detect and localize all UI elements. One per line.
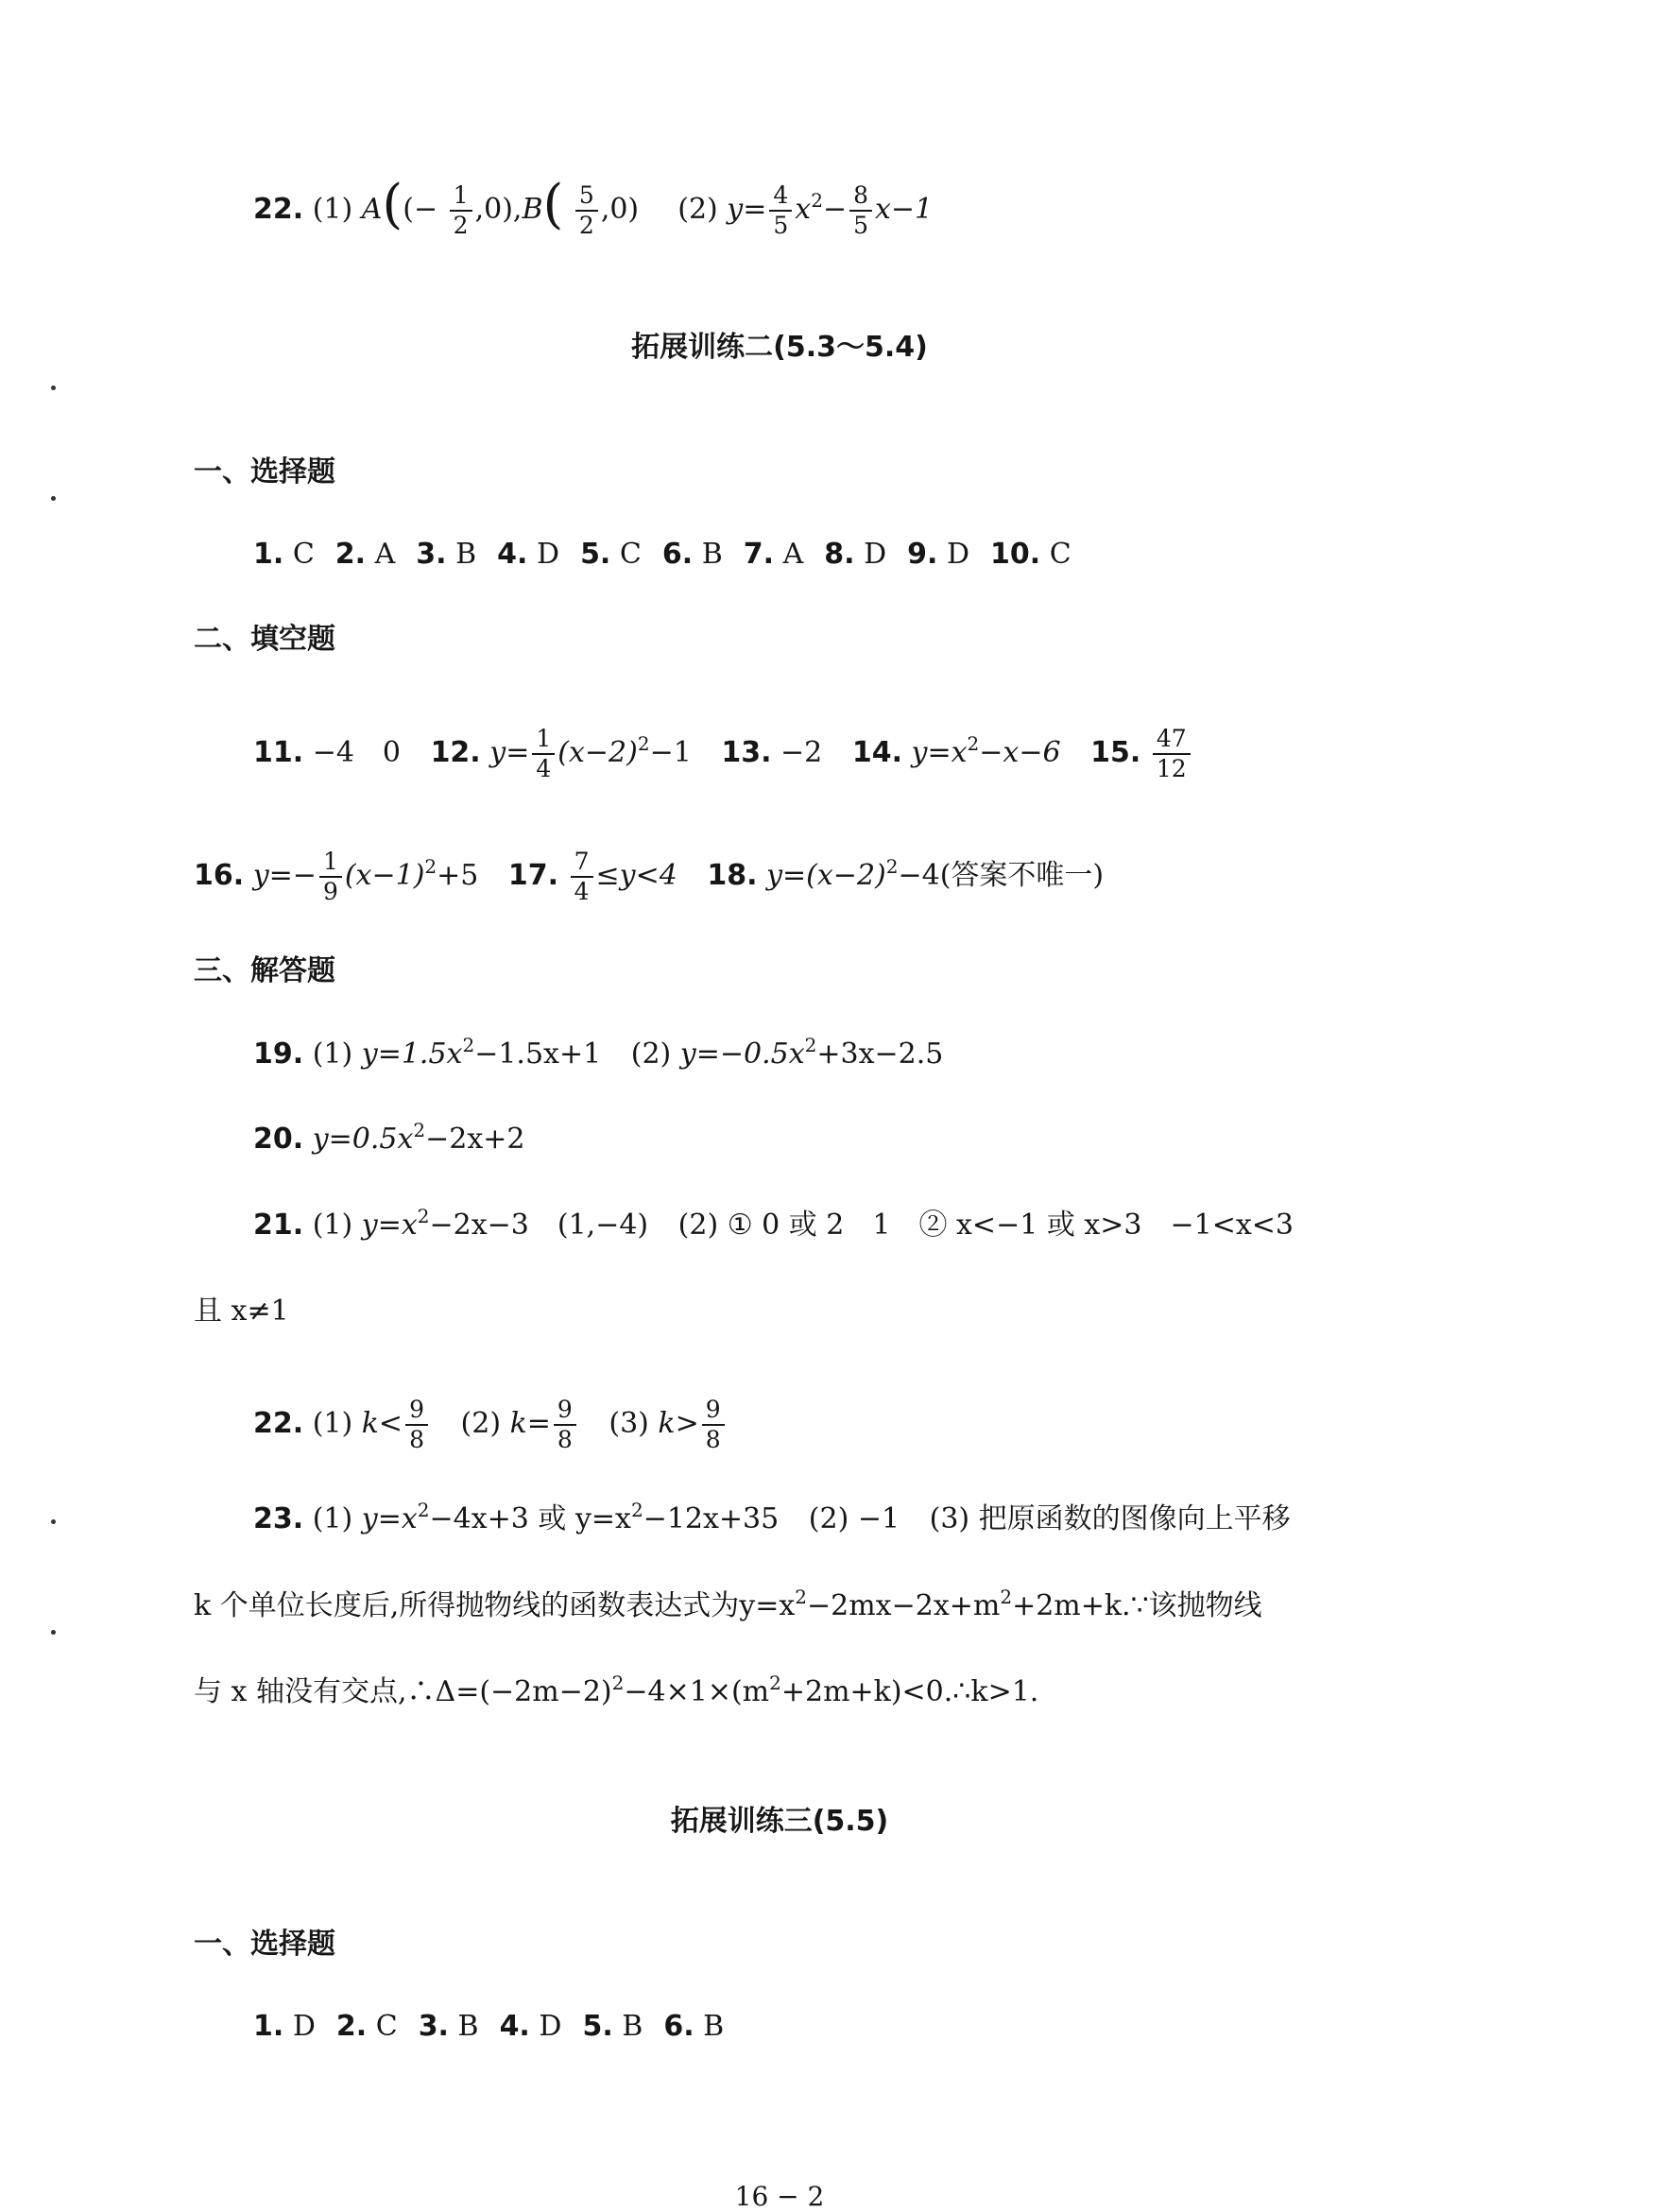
fraction: $\frac{4}{5}$ — [769, 181, 792, 240]
separator: , — [512, 193, 523, 226]
answer: C — [292, 538, 315, 571]
mc-item — [990, 538, 1072, 571]
term: −2x+2 — [425, 1123, 525, 1156]
heading-choice: 一、选择题 — [194, 455, 335, 489]
mc-item — [907, 538, 969, 571]
term: −x−6 — [979, 736, 1061, 769]
mc-item — [663, 2010, 724, 2043]
question-number: 9. — [907, 538, 938, 571]
term: y=0.5x — [312, 1123, 414, 1156]
answer: B — [457, 2010, 479, 2043]
term: ≤y<4 — [595, 859, 677, 892]
question-number: 17. — [507, 859, 559, 892]
question-number: 14. — [851, 736, 902, 769]
answer: D — [537, 538, 560, 571]
question-number: 20. — [253, 1123, 304, 1156]
term: y=x — [911, 736, 968, 769]
point-a: A — [361, 193, 383, 226]
mc-item — [824, 538, 886, 571]
part-label: (2) — [460, 1407, 502, 1440]
term: −4(答案不唯一) — [898, 859, 1105, 892]
part-label: (1) — [312, 1209, 353, 1242]
mc-answers — [253, 2008, 724, 2046]
answer: A — [374, 538, 396, 571]
fraction: $\frac{9}{8}$ — [405, 1396, 428, 1454]
fraction: $\frac{5}{2}$ — [575, 181, 598, 240]
mc-item — [416, 538, 476, 571]
equation-lhs: y=− — [252, 859, 317, 892]
mc-item — [419, 2010, 479, 2043]
term: 把原函数的图像向上平移 — [978, 1502, 1291, 1535]
term: −2mx−2x+m — [807, 1589, 1001, 1622]
question-number: 18. — [707, 859, 758, 892]
question-number: 15. — [1090, 736, 1141, 769]
coord-rest: ,0) — [600, 193, 640, 226]
point-b: B — [522, 193, 543, 226]
paren-open: ( — [382, 174, 403, 235]
term: +3x−2.5 — [816, 1037, 944, 1071]
answer: D — [539, 2010, 562, 2043]
fraction: $\frac{7}{4}$ — [571, 848, 593, 906]
question-number: 5. — [582, 2010, 613, 2043]
answer-line-23-cont2: 与 x 轴没有交点$,\therefore\Delta=(-2m-2)^2-4\times 1\times(m^2+2m+k)<0.\therefore k>1$. — [194, 1672, 1039, 1708]
question-number: 6. — [663, 2010, 694, 2043]
term: y=x — [361, 1502, 418, 1535]
fraction: $\frac{1}{4}$ — [532, 725, 555, 783]
section-title: 拓展训练三(5.5) — [670, 1805, 889, 1838]
term: +5 — [437, 859, 479, 892]
answer: −2 — [780, 736, 823, 769]
answer: C — [619, 538, 642, 571]
fraction: $\frac{47}{12}$ — [1153, 725, 1191, 783]
answer: C — [375, 2010, 398, 2043]
term: 且 x≠1 — [194, 1295, 289, 1328]
term: −12x+35 — [643, 1502, 780, 1535]
question-number: 5. — [580, 538, 611, 571]
margin-dot — [51, 496, 56, 501]
answer-line-19: 19. (1) $y=1.5x^2-1.5x+1$ (2) $y=-0.5x^2+3x-2.5$ — [253, 1034, 944, 1071]
answer: C — [1049, 538, 1072, 571]
answer-line-16-18: 16. y=− $\frac{1}{9}$ $(x-1)^2+5$ 17. $\frac{7}{4}$ ≤y<4 18. $y=(x-2)^2-4$(答案不唯一) — [194, 848, 1105, 905]
term: −4×1×(m — [624, 1675, 770, 1708]
answer: B — [622, 2010, 643, 2043]
mc-item — [582, 2010, 643, 2043]
sign: (− — [403, 193, 438, 226]
mc-item — [580, 538, 642, 571]
term: 与 x 轴没有交点,∴Δ=(−2m−2) — [194, 1675, 612, 1708]
fraction: $\frac{9}{8}$ — [554, 1396, 576, 1454]
question-number: 11. — [253, 736, 304, 769]
term: k< — [361, 1407, 403, 1440]
question-number: 2. — [334, 538, 367, 571]
answer-line-21-cont — [194, 1293, 289, 1330]
question-number: 8. — [824, 538, 855, 571]
answer: D — [864, 538, 887, 571]
answer: A — [782, 538, 804, 571]
fraction: $\frac{1}{2}$ — [450, 181, 472, 240]
paren-open: ( — [542, 174, 564, 235]
part-label: (1) — [312, 1502, 353, 1535]
part-label: (1) — [312, 1407, 353, 1440]
heading-choice: 一、选择题 — [194, 1928, 335, 1961]
question-number: 4. — [499, 2010, 530, 2043]
term: y=(x−2) — [766, 859, 886, 892]
question-number: 7. — [743, 538, 775, 571]
question-number: 21. — [253, 1209, 304, 1242]
question-number: 6. — [661, 538, 694, 571]
part-label: (1) — [312, 193, 353, 226]
answer: B — [703, 2010, 725, 2043]
term: y=1.5x — [361, 1037, 463, 1071]
question-number: 4. — [497, 538, 528, 571]
page-number: 16 − 2 — [734, 2181, 825, 2212]
term: +2m+k)<0.∴k>1. — [780, 1675, 1039, 1708]
mc-answers — [253, 536, 1072, 574]
mc-item — [744, 538, 804, 571]
fraction: $\frac{9}{8}$ — [702, 1396, 725, 1454]
heading-fill: 二、填空题 — [194, 623, 335, 656]
margin-dot — [51, 386, 56, 390]
answer-line-11-15: 11. −4 0 12. y= $\frac{1}{4}$ $(x-2)^2-1$ 13. −2 14. $y=x^2-x-6$ 15. $\frac{47}{12}$ — [253, 725, 1193, 783]
term: −1 — [649, 736, 692, 769]
term: (x−2) — [557, 736, 638, 769]
part-label: (2) — [630, 1037, 672, 1071]
term: +2m+k.∵该抛物线 — [1012, 1589, 1262, 1622]
part-label: (2) — [677, 1209, 719, 1242]
answer: D — [946, 538, 970, 571]
section-title: 拓展训练二(5.3～5.4) — [631, 331, 928, 364]
question-number: 1. — [253, 538, 284, 571]
question-number: 12. — [430, 736, 481, 769]
answer-line-23-cont1: k 个单位长度后,所得抛物线的函数表达式为$y=x^2-2mx-2x+m^2+2m+k.\because$该抛物线 — [194, 1586, 1262, 1622]
fraction: $\frac{8}{5}$ — [849, 181, 872, 240]
question-number: 19. — [253, 1037, 304, 1071]
question-number: 3. — [416, 538, 447, 571]
question-number: 22. — [253, 1407, 304, 1440]
mc-item — [336, 2010, 398, 2043]
part-label: (3) — [929, 1502, 970, 1535]
mc-item — [335, 538, 396, 571]
answer: D — [292, 2010, 316, 2043]
answer: B — [701, 538, 723, 571]
question-number: 2. — [335, 2010, 368, 2043]
answer-line-21: 21. (1) $y=x^2-2x-3$ (1,−4) (2) ① 0 或 2 1 ② x<−1 或 x>3 −1<x<3 — [253, 1205, 1294, 1242]
answer: −4 0 — [312, 736, 402, 769]
margin-dot — [51, 1519, 56, 1524]
mc-item — [253, 538, 315, 571]
part-label: (1) — [312, 1037, 353, 1071]
question-number: 13. — [721, 736, 772, 769]
mc-item — [662, 538, 723, 571]
term: −4x+3 或 y=x — [429, 1502, 631, 1535]
mc-item — [497, 538, 559, 571]
answer-line-23: 23. (1) $y=x^2-4x+3$ 或 $y=x^2-12x+35$ (2) −1 (3) 把原函数的图像向上平移 — [253, 1499, 1291, 1535]
term: x — [795, 193, 812, 226]
term: k= — [509, 1407, 551, 1440]
mc-item — [253, 2010, 316, 2043]
minus: − — [822, 193, 848, 226]
term: y=x — [361, 1209, 418, 1242]
answer-line-22 — [253, 1396, 728, 1454]
term: x−1 — [874, 193, 934, 226]
mc-item — [500, 2010, 562, 2043]
question-number: 3. — [418, 2010, 449, 2043]
answer-line-20: 20. $y=0.5x^2-2x+2$ — [253, 1119, 525, 1156]
question-number: 1. — [253, 2010, 284, 2043]
term: k 个单位长度后,所得抛物线的函数表达式为y=x — [194, 1589, 796, 1622]
term: −1.5x+1 — [474, 1037, 602, 1071]
margin-dot — [51, 1630, 56, 1635]
question-number: 10. — [990, 538, 1041, 571]
part-label: (3) — [609, 1407, 649, 1440]
equation-lhs: y= — [489, 736, 530, 769]
term: −1 — [857, 1502, 900, 1535]
term: y=−0.5x — [679, 1037, 805, 1071]
answer: B — [455, 538, 477, 571]
part-label: (2) — [677, 193, 718, 226]
coord-rest: ,0) — [474, 193, 513, 226]
question-number: 22. — [253, 193, 304, 226]
question-number: 16. — [194, 859, 245, 892]
question-number: 23. — [253, 1502, 304, 1535]
heading-solve: 三、解答题 — [194, 954, 335, 987]
term: k> — [658, 1407, 699, 1440]
part-label: (2) — [808, 1502, 849, 1535]
term: −2x−3 (1,−4) — [429, 1209, 649, 1242]
fraction: $\frac{1}{9}$ — [319, 848, 342, 906]
term: (x−1) — [344, 859, 425, 892]
term: ① 0 或 2 1 ② x<−1 或 x>3 −1<x<3 — [727, 1209, 1294, 1242]
equation-lhs: y= — [727, 193, 767, 226]
answer-line-22-prev: 22. (1) A((− $\frac{1}{2}$ ,0),B( $\frac{5}{2}$ ,0) (2) y= $\frac{4}{5}$ $x^2-$ $\frac{8}{5}$ x−1 — [253, 174, 934, 239]
